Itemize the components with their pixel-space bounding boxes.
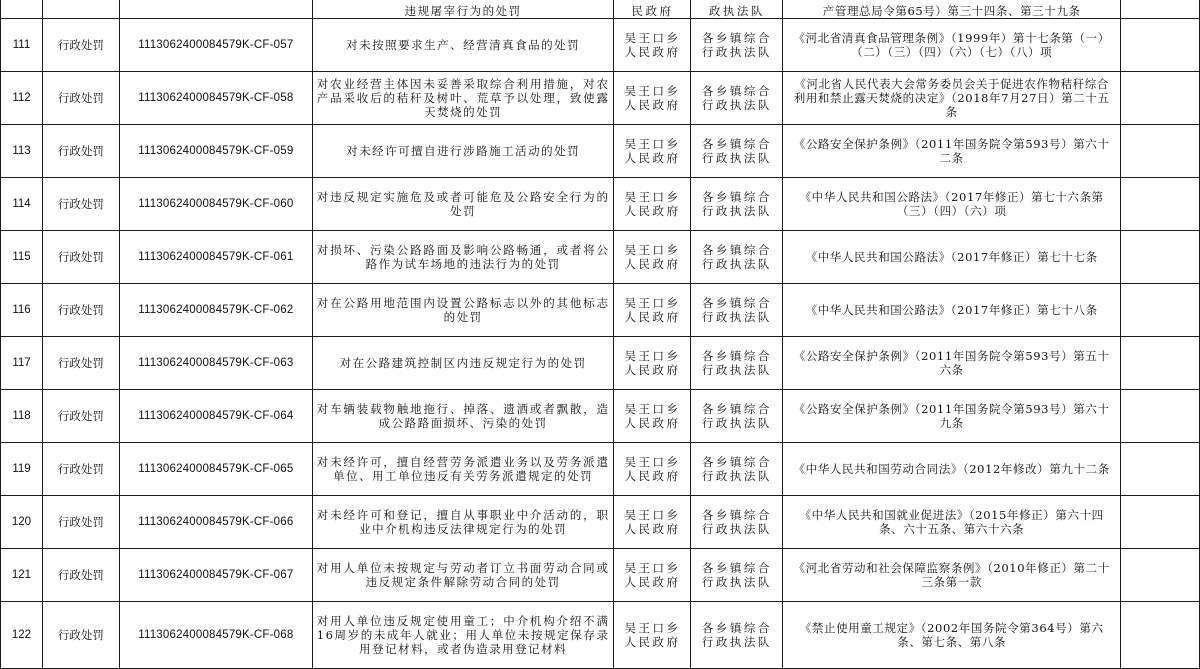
seq-cell: 115 [1, 231, 43, 284]
type-cell: 行政处罚 [42, 72, 119, 125]
matter-cell: 违规屠宰行为的处罚 [312, 0, 614, 19]
table-row [1, 231, 1200, 284]
code-cell: 1113062400084579K-CF-060 [119, 178, 312, 231]
basis-cell: 《中华人民共和国就业促进法》（2015年修正）第六十四条、六十五条、第六十六条 [783, 496, 1121, 549]
table-row [1, 390, 1200, 443]
code-cell: 1113062400084579K-CF-066 [119, 496, 312, 549]
type-cell: 行政处罚 [42, 178, 119, 231]
basis-cell: 《中华人民共和国公路法》（2017年修正）第七十八条 [783, 284, 1121, 337]
remark-cell [1121, 178, 1200, 231]
implementer-cell: 各乡镇综合行政执法队 [691, 602, 783, 669]
seq-cell: 120 [1, 496, 43, 549]
type-cell: 行政处罚 [42, 231, 119, 284]
seq-cell: 121 [1, 549, 43, 602]
body-cell: 吴王口乡人民政府 [614, 284, 691, 337]
remark-cell [1121, 549, 1200, 602]
basis-cell: 产管理总局令第65号）第三十四条、第三十九条 [783, 0, 1121, 19]
table-row [1, 602, 1200, 669]
body-cell: 吴王口乡人民政府 [614, 19, 691, 72]
seq-cell: 119 [1, 443, 43, 496]
seq-cell: 117 [1, 337, 43, 390]
table-row [1, 443, 1200, 496]
seq-cell: 112 [1, 72, 43, 125]
body-cell: 吴王口乡人民政府 [614, 72, 691, 125]
seq-cell: 111 [1, 19, 43, 72]
remark-cell [1121, 0, 1200, 19]
body-cell: 吴王口乡人民政府 [614, 337, 691, 390]
body-cell: 民政府 [614, 0, 691, 19]
implementer-cell: 各乡镇综合行政执法队 [691, 125, 783, 178]
matter-cell: 对损坏、污染公路路面及影响公路畅通，或者将公路作为试车场地的违法行为的处罚 [312, 231, 614, 284]
code-cell: 1113062400084579K-CF-058 [119, 72, 312, 125]
body-cell: 吴王口乡人民政府 [614, 390, 691, 443]
table-row [1, 284, 1200, 337]
seq-cell: 122 [1, 602, 43, 669]
type-cell: 行政处罚 [42, 284, 119, 337]
seq-cell: 114 [1, 178, 43, 231]
implementer-cell: 各乡镇综合行政执法队 [691, 19, 783, 72]
basis-cell: 《河北省劳动和社会保障监察条例》（2010年修正）第二十三条第一款 [783, 549, 1121, 602]
body-cell: 吴王口乡人民政府 [614, 496, 691, 549]
type-cell: 行政处罚 [42, 549, 119, 602]
type-cell: 行政处罚 [42, 443, 119, 496]
code-cell: 1113062400084579K-CF-065 [119, 443, 312, 496]
implementer-cell: 各乡镇综合行政执法队 [691, 496, 783, 549]
remark-cell [1121, 231, 1200, 284]
code-cell: 1113062400084579K-CF-068 [119, 602, 312, 669]
type-cell: 行政处罚 [42, 390, 119, 443]
remark-cell [1121, 602, 1200, 669]
code-cell: 1113062400084579K-CF-067 [119, 549, 312, 602]
basis-cell: 《中华人民共和国公路法》（2017年修正）第七十六条第（三）（四）（六）项 [783, 178, 1121, 231]
implementer-cell: 政执法队 [691, 0, 783, 19]
implementer-cell: 各乡镇综合行政执法队 [691, 390, 783, 443]
remark-cell [1121, 19, 1200, 72]
code-cell: 1113062400084579K-CF-064 [119, 390, 312, 443]
implementer-cell: 各乡镇综合行政执法队 [691, 178, 783, 231]
table-row [1, 337, 1200, 390]
seq-cell: 116 [1, 284, 43, 337]
body-cell: 吴王口乡人民政府 [614, 231, 691, 284]
matter-cell: 对在公路用地范围内设置公路标志以外的其他标志的处罚 [312, 284, 614, 337]
implementer-cell: 各乡镇综合行政执法队 [691, 549, 783, 602]
matter-cell: 对未经许可擅自进行涉路施工活动的处罚 [312, 125, 614, 178]
code-cell: 1113062400084579K-CF-063 [119, 337, 312, 390]
body-cell: 吴王口乡人民政府 [614, 178, 691, 231]
seq-cell: 113 [1, 125, 43, 178]
type-cell: 行政处罚 [42, 337, 119, 390]
seq-cell: 118 [1, 390, 43, 443]
body-cell: 吴王口乡人民政府 [614, 602, 691, 669]
type-cell: 行政处罚 [42, 19, 119, 72]
remark-cell [1121, 390, 1200, 443]
table-row [1, 72, 1200, 125]
type-cell: 行政处罚 [42, 602, 119, 669]
basis-cell: 《河北省清真食品管理条例》（1999年）第十七条第（一）（二）（三）（四）（六）（七）（八）项 [783, 19, 1121, 72]
basis-cell: 《中华人民共和国劳动合同法》（2012年修改）第九十二条 [783, 443, 1121, 496]
body-cell: 吴王口乡人民政府 [614, 125, 691, 178]
implementer-cell: 各乡镇综合行政执法队 [691, 443, 783, 496]
matter-cell: 对车辆装载物触地拖行、掉落、遗洒或者飘散，造成公路路面损坏、污染的处罚 [312, 390, 614, 443]
basis-cell: 《公路安全保护条例》（2011年国务院令第593号）第六十九条 [783, 390, 1121, 443]
matter-cell: 对未按照要求生产、经营清真食品的处罚 [312, 19, 614, 72]
table-row [1, 178, 1200, 231]
type-cell: 行政处罚 [42, 125, 119, 178]
body-cell: 吴王口乡人民政府 [614, 549, 691, 602]
table-row [1, 19, 1200, 72]
table-row [1, 549, 1200, 602]
basis-cell: 《中华人民共和国公路法》（2017年修正）第七十七条 [783, 231, 1121, 284]
implementer-cell: 各乡镇综合行政执法队 [691, 72, 783, 125]
matter-cell: 对违反规定实施危及或者可能危及公路安全行为的处罚 [312, 178, 614, 231]
matter-cell: 对用人单位未按规定与劳动者订立书面劳动合同或违反规定条件解除劳动合同的处罚 [312, 549, 614, 602]
implementer-cell: 各乡镇综合行政执法队 [691, 284, 783, 337]
code-cell: 1113062400084579K-CF-061 [119, 231, 312, 284]
table-row-partial [1, 0, 1200, 19]
type-cell: 行政处罚 [42, 496, 119, 549]
remark-cell [1121, 337, 1200, 390]
remark-cell [1121, 443, 1200, 496]
matter-cell: 对在公路建筑控制区内违反规定行为的处罚 [312, 337, 614, 390]
remark-cell [1121, 72, 1200, 125]
basis-cell: 《公路安全保护条例》（2011年国务院令第593号）第六十二条 [783, 125, 1121, 178]
body-cell: 吴王口乡人民政府 [614, 443, 691, 496]
basis-cell: 《公路安全保护条例》（2011年国务院令第593号）第五十六条 [783, 337, 1121, 390]
code-cell: 1113062400084579K-CF-062 [119, 284, 312, 337]
code-cell: 1113062400084579K-CF-059 [119, 125, 312, 178]
remark-cell [1121, 284, 1200, 337]
implementer-cell: 各乡镇综合行政执法队 [691, 231, 783, 284]
matter-cell: 对用人单位违反规定使用童工；中介机构介绍不满16周岁的未成年人就业；用人单位未按规定保存录用登记材料，或者伪造录用登记材料 [312, 602, 614, 669]
implementer-cell: 各乡镇综合行政执法队 [691, 337, 783, 390]
matter-cell: 对未经许可和登记，擅自从事职业中介活动的，职业中介机构违反法律规定行为的处罚 [312, 496, 614, 549]
remark-cell [1121, 125, 1200, 178]
basis-cell: 《禁止使用童工规定》（2002年国务院令第364号）第六条、第七条、第八条 [783, 602, 1121, 669]
table-row [1, 496, 1200, 549]
table-row [1, 125, 1200, 178]
matter-cell: 对农业经营主体因未妥善采取综合利用措施，对农产品采收后的秸秆及树叶、荒草予以处理，致使露天焚烧的处罚 [312, 72, 614, 125]
code-cell: 1113062400084579K-CF-057 [119, 19, 312, 72]
basis-cell: 《河北省人民代表大会常务委员会关于促进农作物秸秆综合利用和禁止露天焚烧的决定》（2018年7月27日）第二十五条 [783, 72, 1121, 125]
matter-cell: 对未经许可，擅自经营劳务派遣业务以及劳务派遣单位、用工单位违反有关劳务派遣规定的处罚 [312, 443, 614, 496]
remark-cell [1121, 496, 1200, 549]
